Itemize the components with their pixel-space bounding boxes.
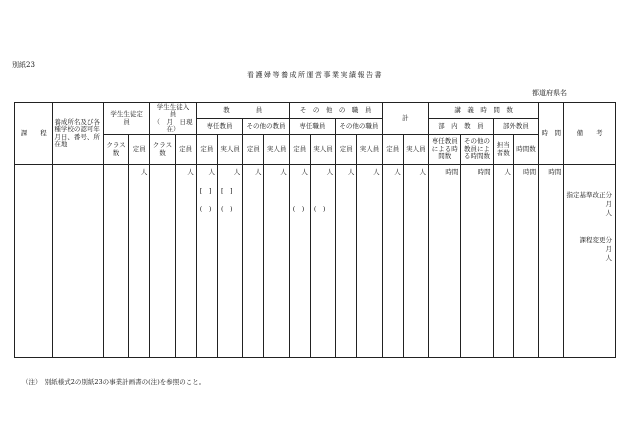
header-full-time-faculty: 専任教員 bbox=[196, 119, 242, 135]
paren-mark: ( ) bbox=[199, 205, 212, 213]
unit-hours: 時間 bbox=[523, 168, 537, 176]
header-other-staff-sub: その他の職員 bbox=[336, 119, 382, 135]
remarks-month: 月 bbox=[605, 200, 612, 209]
header-other-staff: そ の 他 の 職 員 bbox=[289, 103, 382, 119]
header-school-info: 養成所名及び各種学校の認可年月日、番号、所在地 bbox=[53, 103, 104, 165]
cell-school-info bbox=[53, 165, 104, 358]
unit-hours: 時間 bbox=[477, 168, 491, 176]
cell-external-assigned bbox=[493, 165, 513, 358]
remarks-person: 人 bbox=[605, 209, 612, 218]
unit-person: 人 bbox=[233, 168, 241, 176]
unit-person: 人 bbox=[140, 168, 148, 176]
remarks-label-course-change: 課程変更分 bbox=[579, 236, 612, 244]
cell-hours-other bbox=[461, 165, 493, 358]
remarks-standard-revision bbox=[567, 191, 613, 218]
header-quota: 定員 bbox=[243, 135, 264, 165]
header-class-count: クラス数 bbox=[150, 135, 175, 165]
cell-hours-total bbox=[539, 165, 564, 358]
header-assigned: 担当者数 bbox=[493, 135, 513, 165]
unit-person: 人 bbox=[187, 168, 194, 176]
header-course: 課 程 bbox=[15, 103, 53, 165]
header-quota: 定員 bbox=[196, 135, 217, 165]
header-quota: 定員 bbox=[289, 135, 310, 165]
cell-ft-staff-quota bbox=[289, 165, 310, 358]
header-total: 計 bbox=[382, 103, 428, 135]
header-internal-faculty: 部 内 教 員 bbox=[429, 119, 494, 135]
header-hours-by-full-time: 専任教員による時間数 bbox=[429, 135, 461, 165]
cell-other-staff-actual bbox=[357, 165, 382, 358]
cell-capacity-quota bbox=[129, 165, 150, 358]
cell-ft-faculty-actual bbox=[217, 165, 242, 358]
header-remarks: 備 考 bbox=[564, 103, 616, 165]
header-class-count: クラス数 bbox=[103, 135, 128, 165]
header-quota: 定員 bbox=[129, 135, 150, 165]
cell-course bbox=[15, 165, 53, 358]
header-hours: 時 間 bbox=[539, 103, 564, 165]
header-other-faculty: その他の教員 bbox=[243, 119, 289, 135]
cell-hours-full-time bbox=[429, 165, 461, 358]
remarks-label-standard: 指定基準改正分 bbox=[566, 191, 612, 199]
header-quota: 定員 bbox=[175, 135, 196, 165]
cell-remarks bbox=[564, 165, 616, 358]
unit-person: 人 bbox=[419, 168, 427, 176]
cell-capacity-classes bbox=[103, 165, 128, 358]
cell-ft-faculty-quota bbox=[196, 165, 217, 358]
unit-person: 人 bbox=[301, 168, 308, 176]
bracket-mark: [ ] bbox=[199, 187, 212, 195]
report-table bbox=[14, 102, 616, 358]
cell-other-faculty-quota bbox=[243, 165, 264, 358]
unit-person: 人 bbox=[326, 168, 334, 176]
unit-person: 人 bbox=[394, 168, 401, 176]
cell-total-quota bbox=[382, 165, 403, 358]
cell-other-faculty-actual bbox=[264, 165, 289, 358]
unit-hours: 時間 bbox=[445, 168, 459, 176]
unit-person: 人 bbox=[347, 168, 355, 176]
prefecture-label: 都道府県名 bbox=[532, 89, 567, 97]
header-quota: 定員 bbox=[336, 135, 357, 165]
header-enrolled-date: （ 月 日現在） bbox=[153, 117, 193, 133]
header-actual: 実人員 bbox=[264, 135, 289, 165]
header-quota: 定員 bbox=[382, 135, 403, 165]
header-hour-count: 時間数 bbox=[513, 135, 538, 165]
header-actual: 実人員 bbox=[357, 135, 382, 165]
cell-total-actual bbox=[403, 165, 428, 358]
header-faculty: 教 員 bbox=[196, 103, 289, 119]
paren-mark: ( ) bbox=[292, 205, 305, 213]
header-enrolled-label: 学生生徒入 員 bbox=[156, 102, 203, 119]
unit-person: 人 bbox=[254, 168, 262, 176]
remarks-person: 人 bbox=[605, 254, 612, 263]
cell-enrolled-classes bbox=[150, 165, 175, 358]
header-external-faculty: 部外教員 bbox=[493, 119, 538, 135]
footnote: （注） 別紙様式2の別紙23の事業計画書の(注)を参照のこと。 bbox=[22, 378, 206, 386]
cell-ft-staff-actual bbox=[310, 165, 335, 358]
unit-person: 人 bbox=[280, 168, 287, 176]
cell-other-staff-quota bbox=[336, 165, 357, 358]
header-hours-by-other: その他の教員による時間数 bbox=[461, 135, 493, 165]
header-actual: 実人員 bbox=[310, 135, 335, 165]
cell-enrolled-quota bbox=[175, 165, 196, 358]
remarks-month: 月 bbox=[605, 245, 612, 254]
remarks-course-change bbox=[580, 236, 613, 263]
header-actual: 実人員 bbox=[217, 135, 242, 165]
header-lecture-hours: 講 義 時 間 数 bbox=[429, 103, 539, 119]
header-capacity: 学生生徒定 員 bbox=[103, 103, 149, 135]
paren-mark: ( ) bbox=[220, 205, 233, 213]
header-enrolled bbox=[150, 102, 203, 135]
unit-person: 人 bbox=[208, 168, 215, 176]
unit-person: 人 bbox=[504, 168, 511, 176]
bracket-mark: [ ] bbox=[220, 187, 233, 195]
paren-mark: ( ) bbox=[313, 205, 326, 213]
document-title: 看護婦等養成所運営事業実績報告書 bbox=[247, 71, 383, 79]
cell-external-hours bbox=[513, 165, 538, 358]
unit-hours: 時間 bbox=[548, 168, 562, 176]
header-full-time-staff: 専任職員 bbox=[289, 119, 335, 135]
unit-person: 人 bbox=[373, 168, 380, 176]
header-actual: 実人員 bbox=[403, 135, 428, 165]
form-number: 別紙23 bbox=[12, 61, 35, 69]
